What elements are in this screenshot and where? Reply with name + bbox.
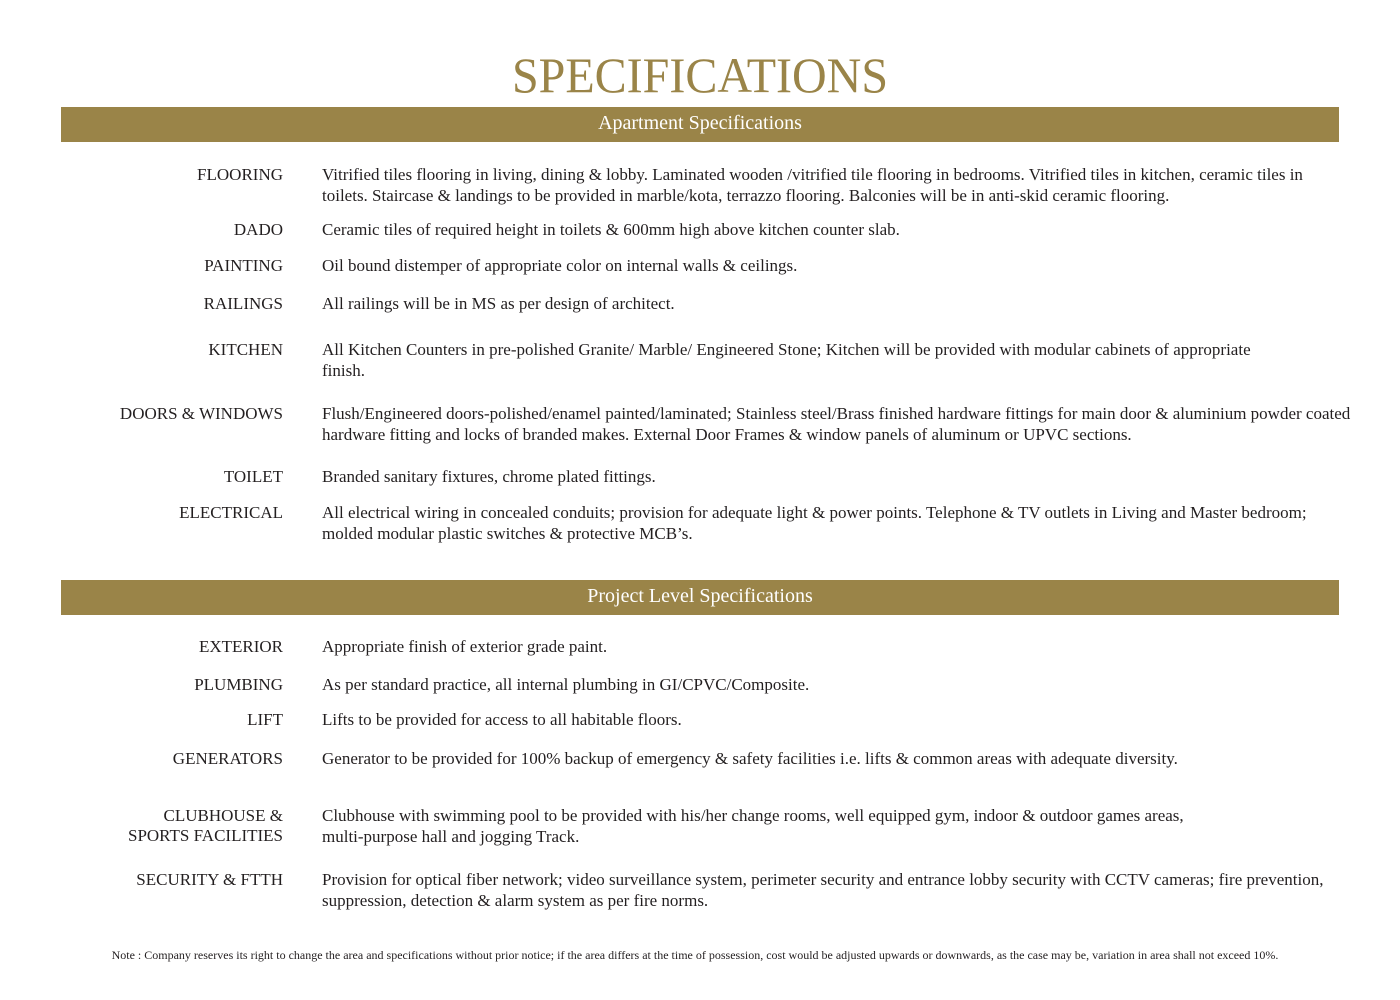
- project-specifications-heading: Project Level Specifications: [61, 580, 1339, 615]
- spec-label: EXTERIOR: [198, 637, 283, 656]
- spec-text: Oil bound distemper of appropriate color on internal walls & ceilings.: [322, 256, 798, 275]
- footnote: Note : Company reserves its right to change the area and specifications without prior notice; if the area differs at the time of possession, cost would be adjusted upwards or downwards, as the case may be, variation in area shall not exceed 10%.: [111, 948, 1279, 962]
- spec-label: TOILET: [223, 467, 283, 486]
- spec-text-line: multi-purpose hall and jogging Track.: [322, 826, 580, 846]
- spec-text: Vitrified tiles flooring in living, dining & lobby. Laminated wooden /vitrified tile flooring in bedrooms. Vitrified tiles in kitchen, ceramic tiles in toilets. Staircase & landings to be provided in marble/kota, terrazzo flooring. Balconies will be in anti-skid ceramic flooring.: [322, 165, 1303, 205]
- spec-text: All Kitchen Counters in pre-polished Granite/ Marble/ Engineered Stone; Kitchen will be provided with modular cabinets of appropriate finish.: [322, 340, 1251, 380]
- spec-text: Appropriate finish of exterior grade paint.: [322, 637, 608, 656]
- spec-label: [128, 806, 283, 846]
- spec-label: SECURITY & FTTH: [136, 870, 283, 889]
- spec-text-line: Clubhouse with swimming pool to be provided with his/her change rooms, well equipped gym, indoor & outdoor games areas,: [322, 806, 1184, 825]
- spec-label: GENERATORS: [172, 749, 283, 768]
- spec-label: PLUMBING: [194, 675, 283, 694]
- apartment-specifications-heading: Apartment Specifications: [61, 107, 1339, 142]
- spec-label: ELECTRICAL: [179, 503, 283, 522]
- spec-text: All railings will be in MS as per design of architect.: [322, 294, 675, 313]
- spec-label: PAINTING: [204, 256, 283, 275]
- spec-text: Lifts to be provided for access to all habitable floors.: [322, 710, 682, 729]
- spec-text: Provision for optical fiber network; video surveillance system, perimeter security and entrance lobby security with CCTV cameras; fire prevention, suppression, detection & alarm system as per fire norms.: [322, 870, 1324, 910]
- spec-text: Flush/Engineered doors-polished/enamel painted/laminated; Stainless steel/Brass finished hardware fittings for main door & aluminium powder coated hardware fitting and locks of branded makes. External Door Frames & window panels of aluminum or UPVC sections.: [322, 404, 1351, 444]
- spec-label-line: CLUBHOUSE &: [163, 806, 283, 825]
- spec-text: All electrical wiring in concealed conduits; provision for adequate light & power points. Telephone & TV outlets in Living and Master bedroom; molded modular plastic switches & protective MCB’s.: [322, 503, 1307, 543]
- spec-label: DOORS & WINDOWS: [119, 404, 283, 423]
- spec-label: DADO: [233, 220, 283, 239]
- spec-text: As per standard practice, all internal plumbing in GI/CPVC/Composite.: [322, 675, 810, 694]
- spec-label: LIFT: [247, 710, 283, 729]
- spec-label: KITCHEN: [208, 340, 283, 359]
- spec-text: Generator to be provided for 100% backup of emergency & safety facilities i.e. lifts & common areas with adequate diversity.: [322, 749, 1178, 768]
- spec-label-line: SPORTS FACILITIES: [128, 826, 283, 845]
- spec-text: Ceramic tiles of required height in toilets & 600mm high above kitchen counter slab.: [322, 220, 900, 239]
- spec-text: Branded sanitary fixtures, chrome plated fittings.: [322, 467, 656, 486]
- spec-label: FLOORING: [197, 165, 283, 184]
- page-title: SPECIFICATIONS: [511, 47, 889, 103]
- spec-text: [322, 806, 1352, 847]
- spec-label: RAILINGS: [203, 294, 283, 313]
